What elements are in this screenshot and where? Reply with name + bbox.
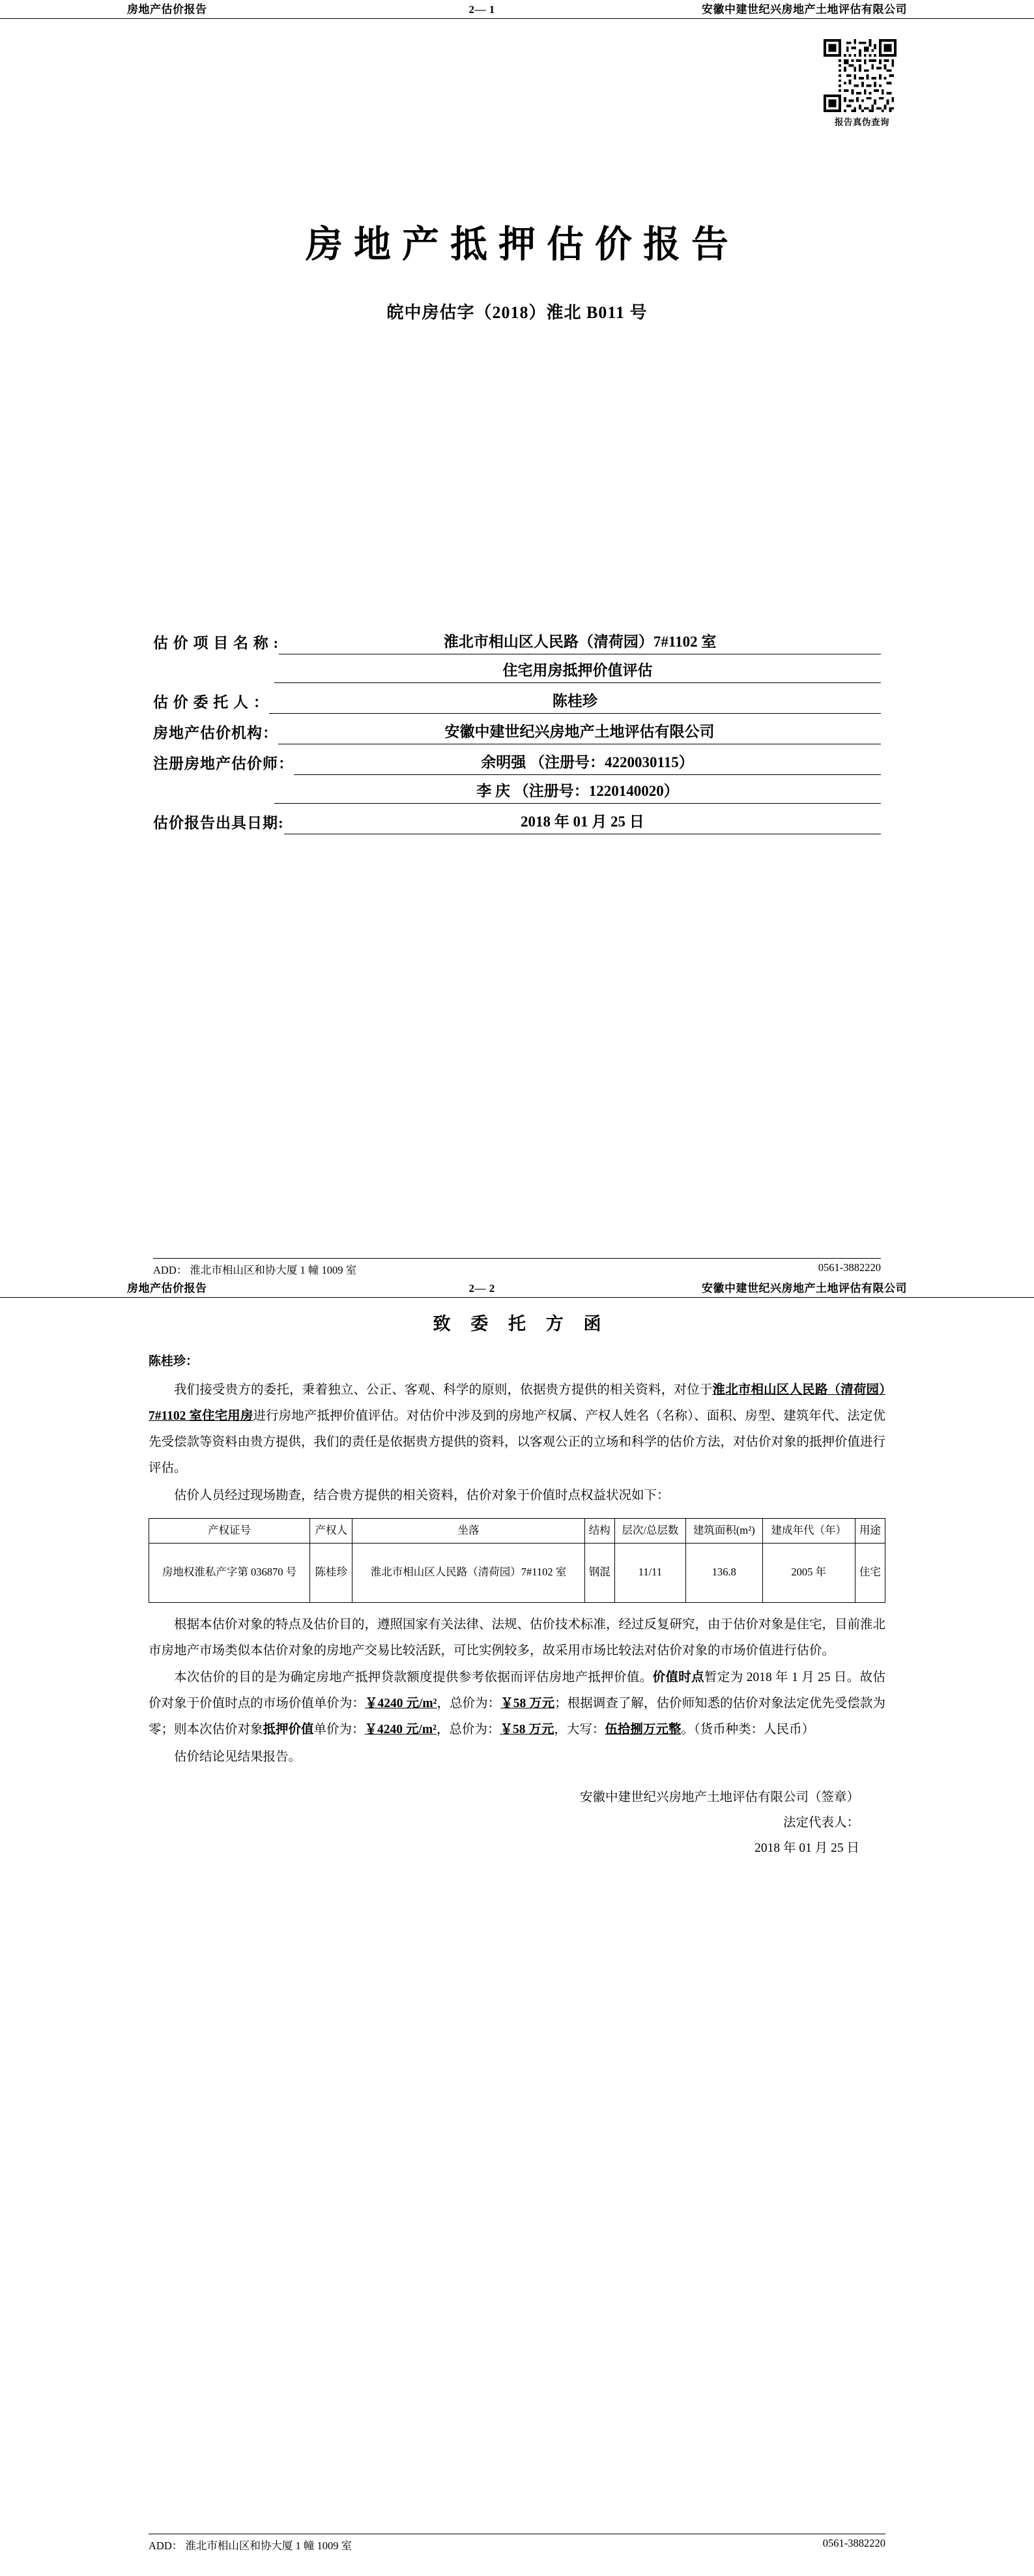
page2-title: 致 委 托 方 函 <box>433 1314 609 1334</box>
field-value-appraiser-2: 李 庆 （注册号：1220140020） <box>274 781 881 804</box>
page1-footer <box>153 1258 881 1277</box>
para4-part-c: 暂定为 2018 年 1 月 25 日。故估价对象于价值时点的市场价值单价为： <box>149 1671 885 1711</box>
td-year: 2005 年 <box>762 1543 855 1602</box>
market-unit-price: ￥4240 元/m² <box>365 1697 437 1711</box>
cover-fields <box>0 630 1034 834</box>
qr-block <box>824 39 900 128</box>
td-floor: 11/11 <box>614 1543 685 1602</box>
page2-footer <box>149 2534 885 2553</box>
field-appraiser-1 <box>153 750 881 775</box>
salutation: 陈桂珍： <box>149 1354 199 1368</box>
footer-phone: 0561-3882220 <box>818 1261 881 1274</box>
amount-in-words: 伍拾捌万元整 <box>605 1723 682 1737</box>
property-table <box>149 1518 885 1603</box>
table-header-row <box>149 1518 885 1543</box>
field-project-name-line2 <box>153 660 881 683</box>
field-project-name <box>153 630 881 654</box>
td-owner: 陈桂珍 <box>309 1543 352 1602</box>
field-value-project-name-2: 住宅用房抵押价值评估 <box>274 660 881 683</box>
field-label-issue-date: 估价报告出具日期: <box>153 815 284 831</box>
field-client <box>153 689 881 714</box>
para4-part-h: ，总价为： <box>436 1723 500 1737</box>
field-label-project-name: 估 价 项 目 名 称 : <box>153 635 280 651</box>
para1-part-c: 进行房地产抵押价值评估。对估价中涉及到的房地产权属、产权人姓名（名称）、面积、房型、建筑年代、法定优先受偿款等资料由贵方提供，我们的责任是依据贵方提供的资料，以客观公正的立场和科学的估价方法，对估价对象的抵押价值进行评估。 <box>149 1409 886 1475</box>
document-page-2 <box>0 1279 1034 2552</box>
para4-part-i: ，大写： <box>554 1723 605 1737</box>
para4-part-a: 本次估价的目的是为确定房地产抵押贷款额度提供参考依据而评估房地产抵押价值。 <box>174 1671 653 1685</box>
field-label-appraiser: 注册房地产估价师： <box>153 755 294 772</box>
field-issue-date <box>153 810 881 834</box>
table-row <box>149 1543 885 1602</box>
th-area: 建筑面积(m²) <box>685 1518 762 1543</box>
field-appraiser-2 <box>153 781 881 804</box>
para4-part-j: 。（货币种类：人民币） <box>681 1723 815 1737</box>
field-value-appraiser-1: 余明强 （注册号：4220030115） <box>294 752 881 775</box>
para4-value-date-label: 价值时点 <box>652 1671 705 1685</box>
footer-phone-2: 0561-3882220 <box>822 2537 885 2549</box>
td-usage: 住宅 <box>855 1543 885 1602</box>
letter-body <box>0 1349 1034 1861</box>
th-location: 坐落 <box>352 1518 584 1543</box>
qr-caption: 报告真伪查询 <box>835 117 889 127</box>
th-structure: 结构 <box>584 1518 614 1543</box>
running-header-right: 安徽中建世纪兴房地产土地评估有限公司 <box>701 3 907 16</box>
mortgage-unit-price: ￥4240 元/m² <box>364 1723 437 1737</box>
paragraph-3: 根据本估价对象的特点及估价目的，遵照国家有关法律、法规、估价技术标准，经过反复研究，由于估价对象是住宅，目前淮北市房地产市场类似本估价对象的房地产交易比较活跃，可比实例较多，故采用市场比较法对估价对象的市场价值进行估价。 <box>149 1617 886 1658</box>
signature-legal-rep: 法定代表人： <box>783 1816 859 1830</box>
signature-block <box>149 1785 885 1861</box>
paragraph-2: 估价人员经过现场勘查，结合贵方提供的相关资料，估价对象于价值时点权益状况如下： <box>174 1488 670 1502</box>
td-area: 136.8 <box>685 1543 762 1602</box>
page1-running-header <box>0 0 1034 19</box>
td-cert-no: 房地权淮私产字第 036870 号 <box>149 1543 310 1602</box>
th-usage: 用途 <box>855 1518 885 1543</box>
th-floor: 层次/总层数 <box>614 1518 685 1543</box>
footer-address: ADD： 淮北市相山区和协大厦 1 幢 1009 室 <box>153 1264 357 1276</box>
running-header-left-2: 房地产估价报告 <box>127 1282 207 1295</box>
market-total-price: ￥58 万元 <box>500 1697 555 1711</box>
th-year: 建成年代（年） <box>762 1518 855 1543</box>
paragraph-4 <box>149 1665 885 1743</box>
para4-part-e: ；根据调查了解，估价师知悉的估价对象法定优先受偿款为零；则本次估价对象 <box>149 1697 885 1737</box>
para4-mortgage-value-label: 抵押价值 <box>263 1723 314 1737</box>
para4-part-g: 单价为： <box>313 1723 365 1737</box>
mortgage-total-price: ￥58 万元 <box>500 1723 554 1737</box>
signature-date: 2018 年 01 月 25 日 <box>754 1841 859 1856</box>
field-label-appraisal-agency: 房地产估价机构： <box>153 725 278 741</box>
field-value-client: 陈桂珍 <box>269 691 881 714</box>
running-header-left: 房地产估价报告 <box>127 3 207 16</box>
td-location: 淮北市相山区人民路（清荷园）7#1102 室 <box>352 1543 584 1602</box>
qr-code-icon <box>824 39 897 112</box>
td-structure: 钢混 <box>584 1543 614 1602</box>
para1-part-a: 我们接受贵方的委托，秉着独立、公正、客观、科学的原则，依据贵方提供的相关资料，对位于 <box>174 1383 713 1397</box>
paragraph-1 <box>149 1377 885 1482</box>
report-number: 皖中房估字（2018）淮北 B011 号 <box>386 303 648 322</box>
para4-part-d: ，总价为： <box>437 1697 501 1711</box>
para1-property: 淮北市相山区人民路（清荷园）7#1102 室住宅用房 <box>149 1383 885 1423</box>
running-header-center-2: 2— 2 <box>468 1282 495 1295</box>
page2-running-header <box>0 1279 1034 1298</box>
th-owner: 产权人 <box>309 1518 352 1543</box>
running-header-right-2: 安徽中建世纪兴房地产土地评估有限公司 <box>701 1282 907 1295</box>
paragraph-5: 估价结论见结果报告。 <box>174 1750 302 1764</box>
field-label-client: 估 价 委 托 人 ： <box>153 694 269 710</box>
running-header-center: 2— 1 <box>468 3 495 16</box>
signature-company: 安徽中建世纪兴房地产土地评估有限公司（签章） <box>579 1791 859 1805</box>
field-value-project-name: 淮北市相山区人民路（清荷园）7#1102 室 <box>279 632 881 654</box>
field-value-issue-date: 2018 年 01 月 25 日 <box>284 812 881 834</box>
footer-address-2: ADD： 淮北市相山区和协大厦 1 幢 1009 室 <box>149 2539 352 2552</box>
th-cert-no: 产权证号 <box>149 1518 310 1543</box>
field-value-appraisal-agency: 安徽中建世纪兴房地产土地评估有限公司 <box>278 722 881 744</box>
field-appraisal-agency <box>153 720 881 744</box>
page-title: 房地产抵押估价报告 <box>306 224 740 265</box>
